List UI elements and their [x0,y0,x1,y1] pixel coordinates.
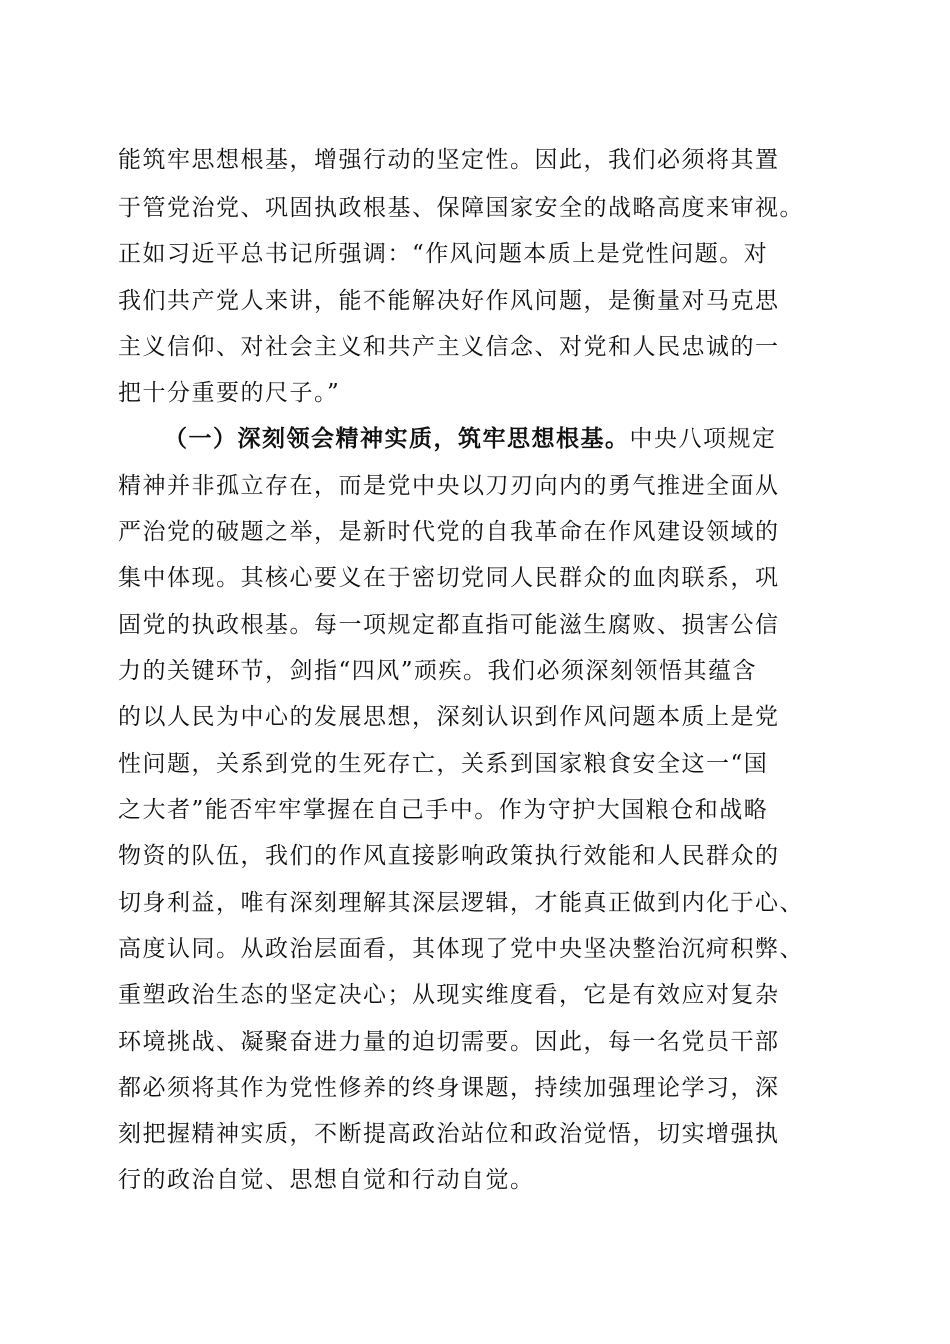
paragraph-line: 之大者”能否牢牢掌握在自己手中。作为守护大国粮仓和战略 [118,797,769,823]
paragraph-line: 切身利益，唯有深刻理解其深层逻辑，才能真正做到内化于心、 [118,890,804,916]
section-first-line-text: 中央八项规定 [629,426,777,452]
paragraph-line: 能筑牢思想根基，增强行动的坚定性。因此，我们必须将其置 [118,147,780,173]
paragraph-line: 主义信仰、对社会主义和共产主义信念、对党和人民忠诚的一 [118,334,780,360]
paragraph-line: 物资的队伍，我们的作风直接影响政策执行效能和人民群众的 [118,843,780,869]
paragraph-line: 性问题，关系到党的生死存亡，关系到国家粮食安全这一“国 [118,751,769,777]
paragraph-line: 正如习近平总书记所强调：“作风问题本质上是党性问题。对 [118,241,769,267]
section-heading: （一）深刻领会精神实质，筑牢思想根基。 [164,425,630,452]
paragraph-line: 于管党治党、巩固执政根基、保障国家安全的战略高度来审视。 [118,195,804,221]
paragraph-line: 我们共产党人来讲，能不能解决好作风问题，是衡量对马克思 [118,288,780,314]
paragraph-line: 把十分重要的尺子。” [118,380,341,406]
paragraph-line: 固党的执政根基。每一项规定都直指可能滋生腐败、损害公信 [118,612,780,638]
paragraph-line: 高度认同。从政治层面看，其体现了党中央坚决整治沉疴积弊、 [118,936,804,962]
paragraph-line: 都必须将其作为党性修养的终身课题，持续加强理论学习，深 [118,1075,780,1101]
paragraph-line: 行的政治自觉、思想自觉和行动自觉。 [118,1167,535,1193]
paragraph-line: 的以人民为中心的发展思想，深刻认识到作风问题本质上是党 [118,704,780,730]
paragraph-line: 力的关键环节，剑指“四风”顽疾。我们必须深刻领悟其蕴含 [118,658,758,684]
paragraph-line: 重塑政治生态的坚定决心；从现实维度看，它是有效应对复杂 [118,982,780,1008]
paragraph-line: 精神并非孤立存在，而是党中央以刀刃向内的勇气推进全面从 [118,473,780,499]
paragraph-line: 严治党的破题之举，是新时代党的自我革命在作风建设领域的 [118,519,780,545]
section-first-line [164,419,777,459]
paragraph-line: 刻把握精神实质，不断提高政治站位和政治觉悟，切实增强执 [118,1121,780,1147]
paragraph-line: 环境挑战、凝聚奋进力量的迫切需要。因此，每一名党员干部 [118,1029,780,1055]
paragraph-line: 集中体现。其核心要义在于密切党同人民群众的血肉联系，巩 [118,565,780,591]
